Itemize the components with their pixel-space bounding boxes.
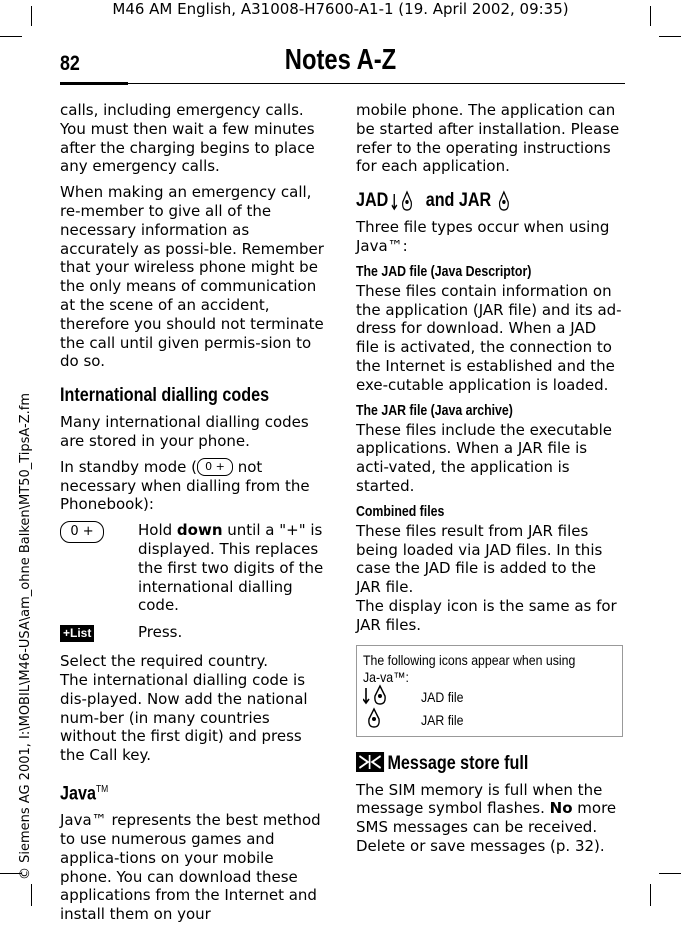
paragraph: These files result from JAR files being loaded via JAD files. In this case the JAD file is added to the JAR file. The display icon is the same as for JAR files. (356, 521, 617, 634)
jar-file-icon (495, 190, 514, 212)
crop-mark (0, 36, 22, 37)
paragraph: Select the required country. The international dialling code is dis-played. Now add the national num-ber (in many countries without the first digit) and press the Call key. (60, 652, 308, 765)
paragraph: mobile phone. The application can be started after installation. Please refer to the operating instructions for each application. (356, 101, 620, 176)
jad-file-icon (392, 190, 418, 212)
jad-file-icon (363, 684, 391, 706)
step-row (60, 623, 326, 642)
step-text: Hold down until a "+" is displayed. This replaces the first two digits of the international dialling code. (138, 521, 324, 615)
side-copyright: © Siemens AG 2001, I:\MOBIL\M46-USA\am_ohne Balken\MT50_TipsA-Z.fm (18, 393, 33, 880)
paragraph: calls, including emergency calls. You must then wait a few minutes after the charging begins to place any emergency calls. (60, 101, 315, 176)
list-softkey: +List (60, 625, 94, 642)
legend-label: JAD file (421, 688, 464, 705)
paragraph: Many international dialling codes are stored in your phone. (60, 413, 309, 450)
text: In standby mode ( (60, 457, 197, 476)
jar-file-icon (363, 707, 385, 729)
heading-jad-jar: JAD and JAR (356, 190, 583, 212)
text: not necessary when dialling from the Phonebook): (60, 457, 310, 514)
heading-jad-file: The JAD file (Java Descriptor) (356, 263, 532, 280)
right-column (356, 101, 623, 863)
step-text: Press. (138, 623, 183, 642)
paragraph: The SIM memory is full when the message symbol flashes. No more SMS messages can be received. Delete or save messages (p. 32). (356, 780, 617, 855)
heading-message-store: Message store full (356, 753, 583, 775)
legend-label: JAR file (421, 711, 464, 728)
crop-mark (650, 884, 651, 906)
crop-mark (31, 884, 32, 906)
paragraph (60, 458, 326, 514)
page-number: 82 (60, 52, 80, 75)
crop-mark (659, 873, 681, 874)
heading-jar-file: The JAR file (Java archive) (356, 402, 513, 419)
paragraph: These files contain information on the application (JAR file) and its ad-dress for download. When a JAD file is activated, the connection to the Internet is established and the exe-cutable application is loaded. (356, 281, 622, 394)
heading-java: Java™ (60, 783, 109, 805)
header-rule (60, 83, 625, 84)
left-column (60, 101, 326, 931)
legend-row (363, 709, 616, 732)
heading-international: International dialling codes (60, 385, 270, 407)
icon-legend-box (356, 645, 623, 737)
running-head: M46 AM English, A31008-H7600-A1-1 (19. April 2002, 09:35) (112, 0, 569, 18)
paragraph: When making an emergency call, re-member to give all of the necessary information as accurately as possi-ble. Remember that your wireless phone might be the only means of communication at the scene of an accident, therefore you should not terminate the call until given permis-sion to do so. (60, 183, 324, 371)
zero-plus-key-icon: 0 + (197, 458, 233, 476)
crop-mark (659, 36, 681, 37)
message-full-icon (356, 752, 384, 772)
box-caption: The following icons appear when using Ja-va™: (363, 651, 576, 685)
zero-plus-key-icon: 0 + (60, 521, 104, 543)
header-rule-accent (60, 82, 128, 85)
paragraph: These files include the executable applications. When a JAR file is acti-vated, the application is started. (356, 420, 612, 495)
legend-row (363, 686, 616, 709)
paragraph: Java™ represents the best method to use numerous games and applica-tions on your mobile phone. You can download these applications from the Internet and install them on your (60, 811, 321, 924)
paragraph: Three file types occur when using Java™: (356, 218, 610, 255)
page-title: Notes A-Z (284, 44, 397, 76)
step-row (60, 521, 326, 615)
heading-combined: Combined files (356, 503, 445, 520)
